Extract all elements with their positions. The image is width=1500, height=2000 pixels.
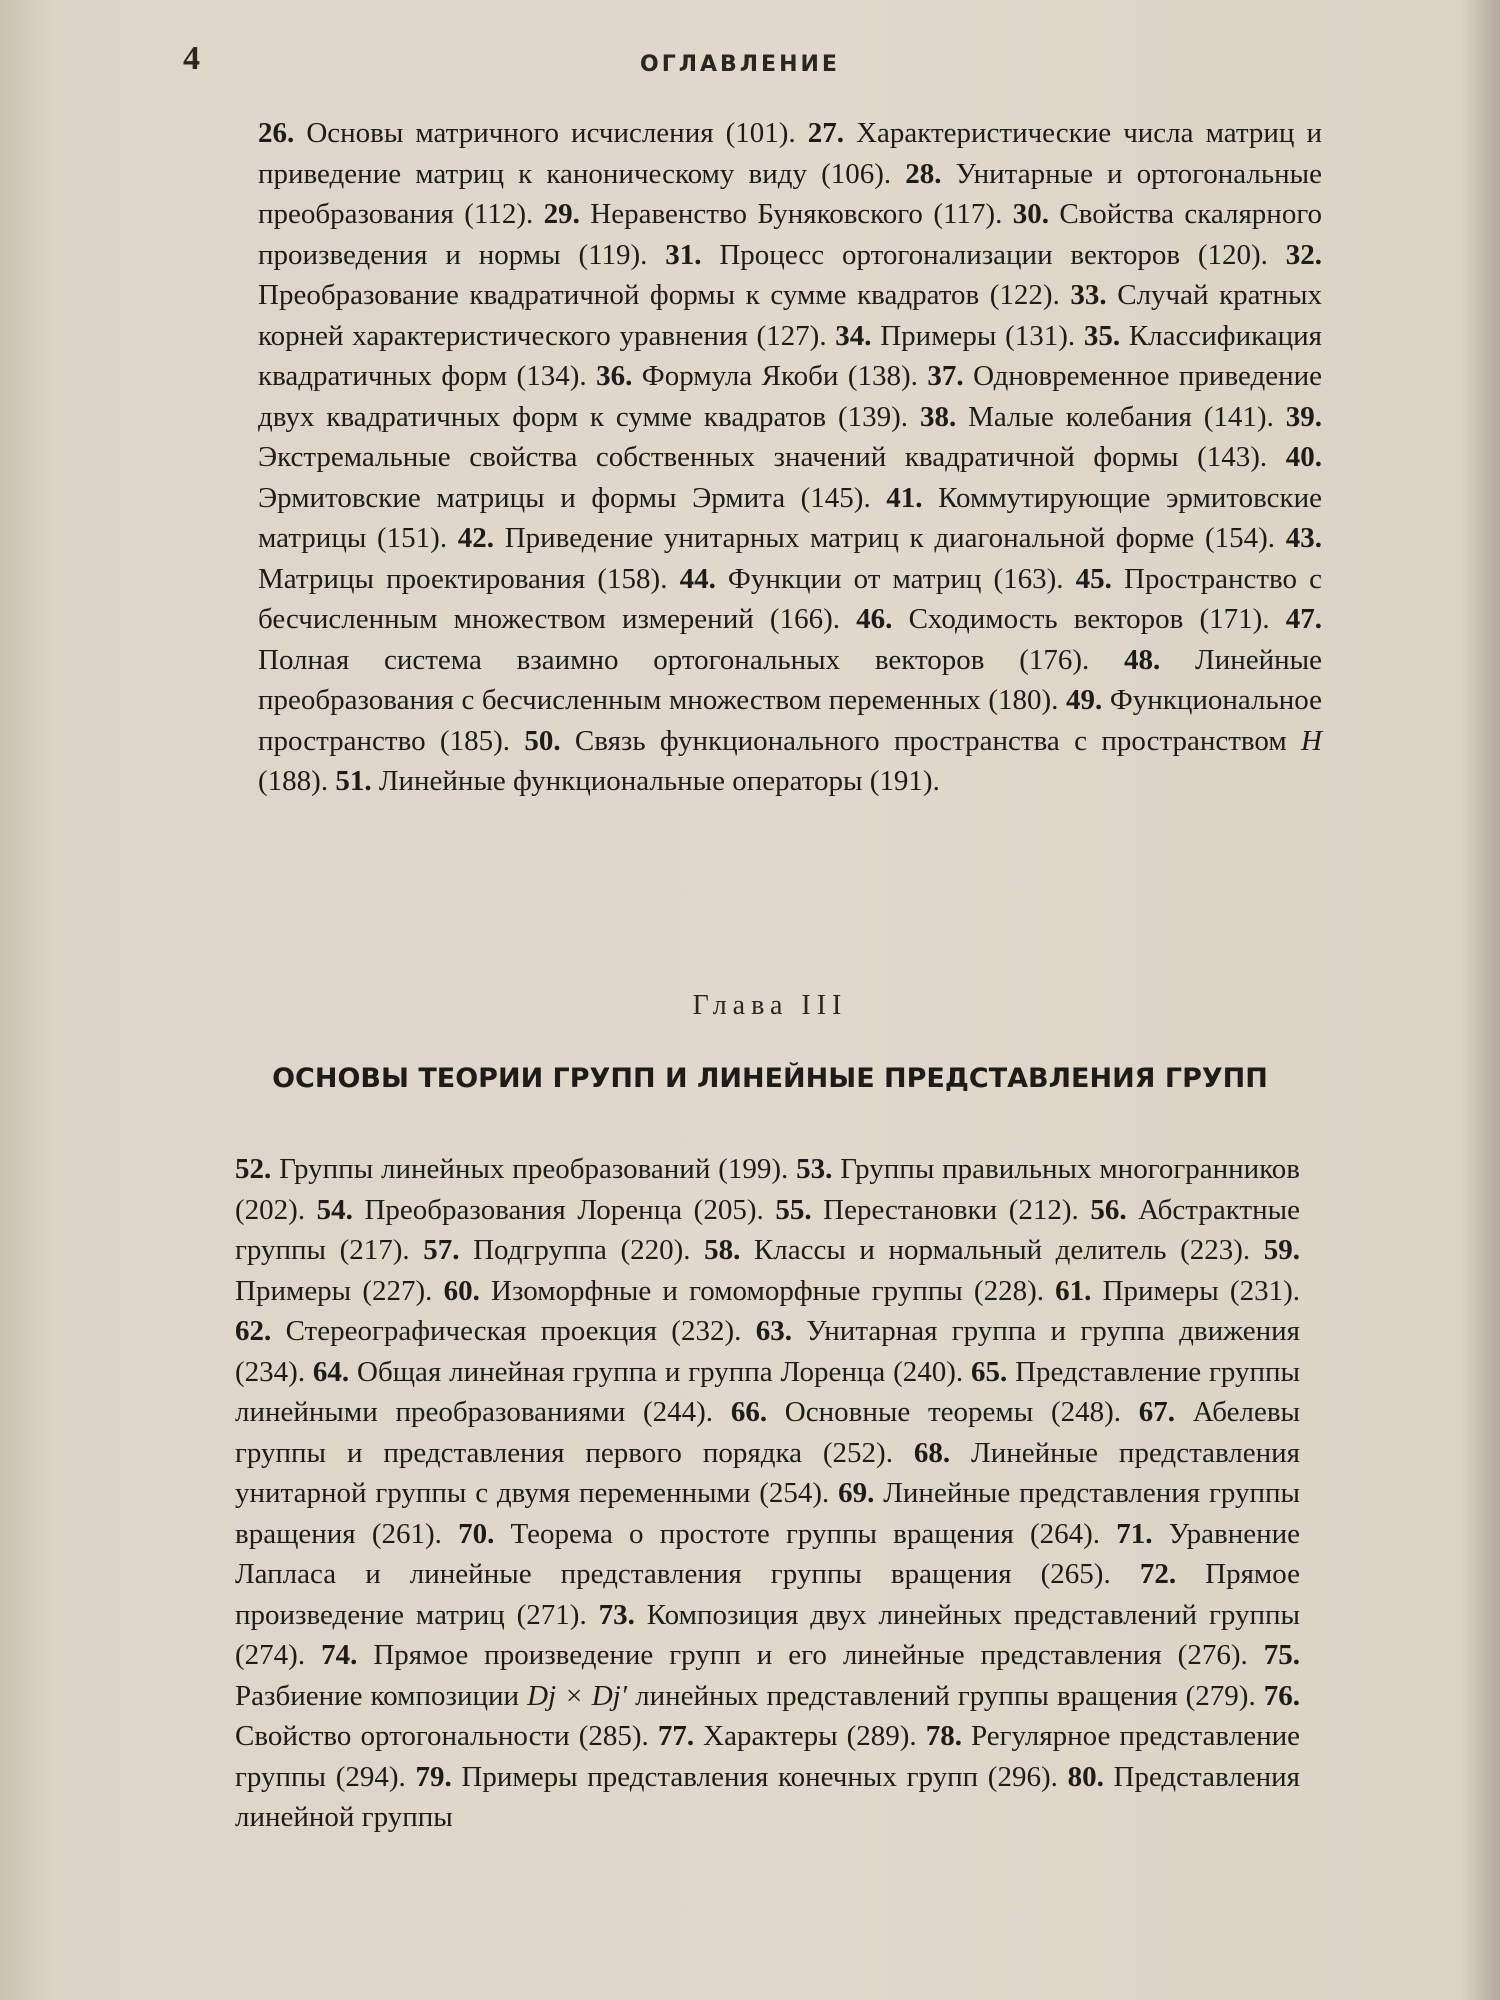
toc-entry-title: Примеры (231).: [1091, 1274, 1300, 1307]
toc-entry-title: Унитарная группа и группа движения (234).: [235, 1315, 1300, 1388]
toc-entry-title: Матрицы проектирования (158).: [258, 562, 680, 595]
chapter-label: Глава III: [692, 990, 848, 1021]
toc-entry-number: 45.: [1075, 562, 1112, 595]
toc-entry-number: 58.: [704, 1234, 741, 1266]
toc-entry-number: 49.: [1066, 684, 1103, 716]
toc-entry-number: 74.: [321, 1639, 358, 1671]
toc-entry-title: Примеры (131).: [871, 319, 1084, 352]
toc-entry-title: Преобразования Лоренца (205).: [352, 1193, 776, 1226]
toc-entry-number: 34.: [835, 319, 872, 352]
toc-entry-number: 30.: [1012, 198, 1049, 230]
toc-entry-number: 72.: [1139, 1558, 1177, 1590]
toc-entry-title: Сходимость векторов (171).: [892, 603, 1286, 635]
toc-entry-title: Теорема о простоте группы вращения (264).: [494, 1517, 1117, 1550]
toc-entry-title: Функциональное пространство (185).: [258, 684, 1322, 757]
toc-entry-number: 36.: [596, 360, 633, 392]
toc-entry-title: Одновременное приведение двух квадратичных форм к сумме квадратов (139).: [258, 360, 1322, 433]
toc-entry-title: Абстрактные группы (217).: [235, 1193, 1300, 1266]
toc-entry-number: 37.: [927, 360, 964, 392]
toc-entry-title: Связь функционального пространства с пространством: [560, 724, 1302, 757]
toc-entry-number: 48.: [1124, 643, 1161, 676]
toc-entry-title: Пространство с бесчисленным множеством измерений (166).: [258, 562, 1322, 635]
toc-entry-number: 71.: [1116, 1517, 1153, 1550]
toc-entry-number: 57.: [423, 1234, 460, 1266]
toc-entry-number: 42.: [457, 522, 495, 554]
toc-entry-title: Свойства скалярного произведения и нормы (119).: [258, 198, 1322, 271]
toc-entry-title: Случай кратных корней характеристического уравнения (127).: [258, 279, 1322, 352]
toc-entry-number: 29.: [543, 198, 580, 230]
toc-entry-number: 41.: [886, 481, 923, 514]
toc-entry-number: 65.: [971, 1355, 1008, 1388]
toc-entry-number: 43.: [1285, 522, 1322, 554]
toc-entry-title: Стереографическая проекция (232).: [271, 1315, 756, 1347]
toc-entry-title: Общая линейная группа и группа Лоренца (240).: [349, 1355, 971, 1388]
toc-entry-number: 69.: [838, 1477, 875, 1509]
toc-entry-number: 38.: [919, 400, 957, 433]
toc-entry-title: Экстремальные свойства собственных значений квадратичной формы (143).: [258, 441, 1286, 473]
toc-entry-title: Изоморфные и гомоморфные группы (228).: [479, 1274, 1056, 1307]
toc-entry-title: Перестановки (212).: [811, 1193, 1091, 1226]
toc-entry-number: 39.: [1285, 400, 1322, 433]
toc-entry-number: 78.: [925, 1720, 962, 1752]
toc-entry-number: 52.: [235, 1153, 272, 1185]
toc-entry-title: Характеры (289).: [694, 1720, 926, 1752]
toc-entry-title: Унитарные и ортогональные преобразования (112).: [258, 157, 1322, 230]
toc-entry-number: 77.: [657, 1720, 695, 1752]
toc-entry-title: Классификация квадратичных форм (134).: [258, 319, 1322, 392]
toc-section-chapter-2-continued: [258, 113, 1322, 802]
toc-entry-number: 56.: [1090, 1193, 1127, 1226]
toc-entry-title: Линейные представления унитарной группы с двумя переменными (254).: [235, 1436, 1300, 1509]
toc-entry-title: Линейные представления группы вращения (261).: [235, 1477, 1301, 1550]
toc-entry-number: 76.: [1263, 1679, 1301, 1712]
toc-entry-number: 63.: [755, 1315, 792, 1347]
toc-entry-title: Примеры представления конечных групп (296).: [451, 1760, 1068, 1793]
toc-entry-title: Представления линейной группы: [235, 1760, 1300, 1833]
toc-entry-title: Основы матричного исчисления (101).: [294, 117, 808, 149]
toc-entry-title: Полная система взаимно ортогональных векторов (176).: [258, 643, 1125, 676]
toc-entry-title: Процесс ортогонализации векторов (120).: [701, 238, 1286, 271]
toc-entry-number: 61.: [1055, 1274, 1092, 1307]
page-number: 4: [183, 40, 200, 77]
toc-entry-number: 47.: [1285, 603, 1322, 635]
toc-entry-number: 50.: [524, 724, 561, 757]
toc-entry-title: Примеры (227).: [235, 1274, 444, 1307]
toc-entry-number: 67.: [1138, 1396, 1176, 1428]
toc-entry-number: 64.: [312, 1355, 350, 1388]
toc-entry-number: 35.: [1083, 319, 1121, 352]
toc-entry-number: 60.: [443, 1274, 480, 1307]
toc-entry-title: Неравенство Буняковского (117).: [579, 198, 1013, 230]
toc-entry-number: 28.: [905, 157, 942, 190]
toc-entry-number: 51.: [335, 765, 372, 797]
toc-entry-title: Преобразование квадратичной формы к сумме квадратов (122).: [258, 279, 1071, 311]
toc-math-symbol: Dj × Dj′: [527, 1679, 628, 1712]
toc-entry-title: Формула Якоби (138).: [632, 360, 928, 392]
toc-entry-number: 70.: [458, 1517, 495, 1550]
toc-entry-number: 79.: [415, 1760, 452, 1793]
toc-entry-number: 62.: [235, 1315, 272, 1347]
toc-entry-number: 59.: [1263, 1234, 1300, 1266]
toc-entry-number: 55.: [775, 1193, 812, 1226]
toc-entry-number: 73.: [598, 1598, 635, 1631]
toc-entry-title: Линейные функциональные операторы (191).: [371, 765, 940, 797]
toc-entry-title: Разбиение композиции: [235, 1679, 528, 1712]
toc-entry-title: Регулярное представление группы (294).: [235, 1720, 1300, 1793]
toc-entry-title: Приведение унитарных матриц к диагональной форме (154).: [494, 522, 1286, 554]
toc-section-chapter-3: [235, 1149, 1300, 1838]
toc-entry-title: Подгруппа (220).: [459, 1234, 705, 1266]
toc-entry-number: 80.: [1067, 1760, 1104, 1793]
toc-entry-title: Абелевы группы и представления первого порядка (252).: [235, 1396, 1300, 1469]
toc-entry-title: (188).: [258, 765, 336, 797]
toc-entry-number: 68.: [913, 1436, 951, 1469]
toc-entry-number: 54.: [316, 1193, 353, 1226]
toc-entry-number: 46.: [856, 603, 893, 635]
toc-entry-title: линейных представлений группы вращения (279).: [627, 1679, 1264, 1712]
toc-entry-title: Коммутирующие эрмитовские матрицы (151).: [258, 481, 1322, 554]
toc-math-symbol: H: [1301, 724, 1322, 757]
toc-entry-title: Прямое произведение групп и его линейные представления (276).: [357, 1639, 1264, 1671]
toc-entry-number: 27.: [807, 117, 845, 149]
toc-entry-title: Композиция двух линейных представлений группы (274).: [235, 1598, 1300, 1671]
toc-entry-number: 40.: [1285, 441, 1322, 473]
toc-entry-title: Классы и нормальный делитель (223).: [740, 1234, 1264, 1266]
toc-entry-title: Эрмитовские матрицы и формы Эрмита (145).: [258, 481, 887, 514]
toc-entry-title: Свойство ортогональности (285).: [235, 1720, 658, 1752]
toc-entry-number: 31.: [665, 238, 702, 271]
toc-entry-number: 66.: [730, 1396, 768, 1428]
toc-entry-number: 44.: [679, 562, 716, 595]
toc-entry-title: Малые колебания (141).: [956, 400, 1286, 433]
chapter-title: ОСНОВЫ ТЕОРИИ ГРУПП И ЛИНЕЙНЫЕ ПРЕДСТАВЛЕНИЯ ГРУПП: [272, 1063, 1268, 1094]
toc-entry-title: Группы линейных преобразований (199).: [271, 1153, 797, 1185]
toc-entry-title: Линейные преобразования с бесчисленным множеством переменных (180).: [258, 643, 1322, 716]
toc-entry-number: 26.: [258, 117, 295, 149]
toc-entry-number: 32.: [1285, 238, 1323, 271]
toc-entry-title: Основные теоремы (248).: [767, 1396, 1139, 1428]
toc-entry-number: 33.: [1070, 279, 1107, 311]
toc-entry-number: 53.: [796, 1153, 833, 1185]
toc-entry-title: Уравнение Лапласа и линейные представления группы вращения (265).: [235, 1517, 1300, 1590]
running-head: ОГЛАВЛЕНИЕ: [640, 52, 840, 77]
toc-entry-title: Функции от матриц (163).: [715, 562, 1076, 595]
toc-entry-number: 75.: [1263, 1639, 1300, 1671]
toc-entry-title: Характеристические числа матриц и приведение матриц к каноническому виду (106).: [258, 117, 1323, 190]
toc-entry-title: Прямое произведение матриц (271).: [235, 1558, 1301, 1631]
toc-entry-title: Представление группы линейными преобразованиями (244).: [235, 1355, 1301, 1428]
toc-entry-title: Группы правильных многогранников (202).: [235, 1153, 1300, 1226]
